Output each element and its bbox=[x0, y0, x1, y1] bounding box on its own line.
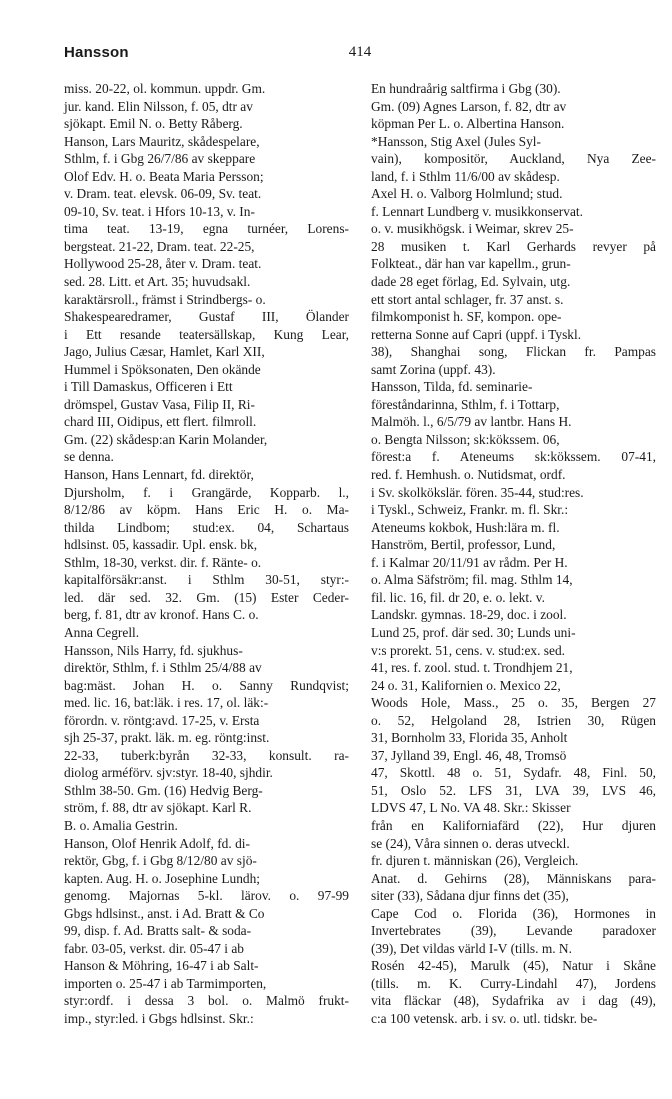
text-line: vita fläckar (48), Sydafrika av i dag (49), bbox=[371, 993, 656, 1009]
text-line: 28 musiken t. Karl Gerhards revyer på bbox=[371, 238, 656, 254]
text-line: retterna Sonne auf Capri (uppf. i Tyskl. bbox=[371, 326, 582, 342]
text-line: Hanson, Lars Mauritz, skådespelare, bbox=[64, 133, 260, 149]
text-line: 47, Skottl. 48 o. 51, Sydafr. 48, Finl. 50, bbox=[371, 765, 656, 781]
text-line: 8/12/86 av köpm. Hans Eric H. o. Ma- bbox=[64, 502, 349, 518]
text-line: Sthlm 38-50. Gm. (16) Hedvig Berg- bbox=[64, 782, 263, 798]
text-line: se denna. bbox=[64, 449, 114, 465]
text-line: imp., styr:led. i Gbgs hdlsinst. Skr.: bbox=[64, 1010, 254, 1026]
text-line: LDVS 47, L No. VA 48. Skr.: Skisser bbox=[371, 800, 571, 816]
text-line: led. där sed. 32. Gm. (15) Ester Ceder- bbox=[64, 589, 349, 605]
text-line: kapitalförsäkr:anst. i Sthlm 30-51, styr:- bbox=[64, 572, 349, 588]
text-line: Hanson & Möhring, 16-47 i ab Salt- bbox=[64, 958, 259, 974]
text-line: v:s prorekt. 51, cens. v. stud:ex. sed. bbox=[371, 642, 566, 658]
text-line: o. Alma Säfström; fil. mag. Sthlm 14, bbox=[371, 572, 573, 588]
text-line: (39), Det vildas värld I-V (tills. m. N. bbox=[371, 940, 572, 956]
text-line: Folkteat., där han var kapellm., grun- bbox=[371, 256, 571, 272]
text-line: B. o. Amalia Gestrin. bbox=[64, 817, 178, 833]
text-line: samt Zorina (uppf. 43). bbox=[371, 361, 496, 377]
text-line: jur. kand. Elin Nilsson, f. 05, dtr av bbox=[64, 98, 253, 114]
text-line: land, f. i Sthlm 11/6/00 av skådesp. bbox=[371, 168, 560, 184]
text-line: Gm. (09) Agnes Larson, f. 82, dtr av bbox=[371, 98, 567, 114]
text-line: filmkomponist h. SF, kompon. ope- bbox=[371, 309, 562, 325]
text-line: 41, res. f. zool. stud. t. Trondhjem 21, bbox=[371, 660, 573, 676]
text-line: hdlsinst. 05, kassadir. Upl. ensk. bk, bbox=[64, 537, 258, 553]
text-line: fil. lic. 16, fil. dr 20, e. o. lekt. v. bbox=[371, 589, 545, 605]
text-line: thilda Lindbom; stud:ex. 04, Schartaus bbox=[64, 519, 349, 535]
text-line: Hollywood 25-28, åter v. Dram. teat. bbox=[64, 256, 262, 272]
text-line: Hanson, Hans Lennart, fd. direktör, bbox=[64, 467, 254, 483]
text-line: styr:ordf. i dessa 3 bol. o. Malmö frukt- bbox=[64, 993, 349, 1009]
text-line: Sthlm, 18-30, verkst. dir. f. Ränte- o. bbox=[64, 554, 262, 570]
text-line: från en Kaliforniafärd (22), Hur djuren bbox=[371, 817, 656, 833]
text-line: drömspel, Gustav Vasa, Filip II, Ri- bbox=[64, 396, 255, 412]
text-line: 99, disp. f. Ad. Bratts salt- & soda- bbox=[64, 923, 252, 939]
text-line: tima teat. 13-19, egna turnéer, Lorens- bbox=[64, 221, 349, 237]
text-line: fr. djuren t. människan (26), Vergleich. bbox=[371, 853, 579, 869]
text-line: sjökapt. Emil N. o. Betty Råberg. bbox=[64, 116, 243, 132]
text-line: Hanström, Bertil, professor, Lund, bbox=[371, 537, 556, 553]
text-line: berg, f. 81, dtr av kronof. Hans C. o. bbox=[64, 607, 259, 623]
text-line: Woods Hole, Mass., 25 o. 35, Bergen 27 bbox=[371, 695, 656, 711]
text-line: Jago, Julius Cæsar, Hamlet, Karl XII, bbox=[64, 344, 265, 360]
text-line: Hummel i Spöksonaten, Den okände bbox=[64, 361, 261, 377]
text-line: Anat. d. Gehirns (28), Människans para- bbox=[371, 870, 656, 886]
text-line: med. lic. 16, bat:läk. i res. 17, ol. läk:- bbox=[64, 695, 269, 711]
text-line: fabr. 03-05, verkst. dir. 05-47 i ab bbox=[64, 940, 244, 956]
text-line: miss. 20-22, ol. kommun. uppdr. Gm. bbox=[64, 81, 266, 96]
text-line: vain), kompositör, Auckland, Nya Zee- bbox=[371, 151, 656, 167]
text-line: Ateneums kokbok, Hush:lära m. fl. bbox=[371, 519, 560, 535]
running-head: Hansson bbox=[64, 44, 129, 61]
text-line: 38), Shanghai song, Flickan fr. Pampas bbox=[371, 344, 656, 360]
text-line: bag:mäst. Johan H. o. Sanny Rundqvist; bbox=[64, 677, 349, 693]
text-line: diolog arméförv. sjv:styr. 18-40, sjhdir. bbox=[64, 765, 273, 781]
text-line: i Ett resande teatersällskap, Kung Lear, bbox=[64, 326, 349, 342]
text-line: förest:a f. Ateneums sk:kökssem. 07-41, bbox=[371, 449, 656, 465]
text-line: bergsteat. 21-22, Dram. teat. 22-25, bbox=[64, 238, 255, 254]
text-line: Hanson, Olof Henrik Adolf, fd. di- bbox=[64, 835, 250, 851]
text-line: köpman Per L. o. Albertina Hanson. bbox=[371, 116, 565, 132]
text-line: ström, f. 88, dtr av sjökapt. Karl R. bbox=[64, 800, 252, 816]
text-line: karaktärsroll., främst i Strindbergs- o. bbox=[64, 291, 266, 307]
text-line: 51, Oslo 52. LFS 31, LVA 39, LVS 46, bbox=[371, 782, 656, 798]
text-line: förordn. v. röntg:avd. 17-25, v. Ersta bbox=[64, 712, 260, 728]
text-line: c:a 100 vetensk. arb. i sv. o. utl. tidskr. be- bbox=[371, 1010, 598, 1026]
page-header bbox=[64, 44, 656, 68]
text-line: Hansson, Tilda, fd. seminarie- bbox=[371, 379, 533, 395]
text-line: f. Lennart Lundberg v. musikkonservat. bbox=[371, 203, 583, 219]
right-column bbox=[371, 80, 656, 1028]
text-line: Rosén 42-45), Marulk (45), Natur i Skåne bbox=[371, 958, 656, 974]
text-line: direktör, Sthlm, f. i Sthlm 25/4/88 av bbox=[64, 660, 262, 676]
text-line: Gbgs hdlsinst., anst. i Ad. Bratt & Co bbox=[64, 905, 265, 921]
text-line: (tills. m. K. Curry-Lindahl 47), Jordens bbox=[371, 975, 656, 991]
text-line: siter (33), Sådana djur finns det (35), bbox=[371, 888, 569, 904]
text-line: importen o. 25-47 i ab Tarmimporten, bbox=[64, 975, 267, 991]
text-line: f. i Kalmar 20/11/91 av rådm. Per H. bbox=[371, 554, 568, 570]
text-line: sed. 28. Litt. et Art. 35; huvudsakl. bbox=[64, 274, 251, 290]
text-line: Axel H. o. Valborg Holmlund; stud. bbox=[371, 186, 563, 202]
text-line: 37, Jylland 39, Engl. 46, 48, Tromsö bbox=[371, 747, 567, 763]
text-line: Hansson, Nils Harry, fd. sjukhus- bbox=[64, 642, 243, 658]
text-line: föreståndarinna, Sthlm, f. i Tottarp, bbox=[371, 396, 560, 412]
text-line: se (24), Våra sinnen o. deras utveckl. bbox=[371, 835, 570, 851]
text-line: Landskr. gymnas. 18-29, doc. i zool. bbox=[371, 607, 567, 623]
text-line: chard III, Oidipus, ett flert. filmroll. bbox=[64, 414, 257, 430]
text-line: v. Dram. teat. elevsk. 06-09, Sv. teat. bbox=[64, 186, 262, 202]
text-line: *Hansson, Stig Axel (Jules Syl- bbox=[371, 133, 541, 149]
page-number: 414 bbox=[348, 44, 372, 60]
text-line: o. v. musikhögsk. i Weimar, skrev 25- bbox=[371, 221, 574, 237]
text-line: 24 o. 31, Kalifornien o. Mexico 22, bbox=[371, 677, 561, 693]
text-line: dade 28 eget förlag, Ed. Sylvain, utg. bbox=[371, 274, 571, 290]
left-column bbox=[64, 80, 349, 1028]
text-line: o. 52, Helgoland 28, Istrien 30, Rügen bbox=[371, 712, 656, 728]
text-line: En hundraårig saltfirma i Gbg (30). bbox=[371, 81, 561, 96]
text-line: 31, Bornholm 33, Florida 35, Anholt bbox=[371, 730, 568, 746]
text-line: o. Bengta Nilsson; sk:kökssem. 06, bbox=[371, 431, 560, 447]
text-line: Olof Edv. H. o. Beata Maria Persson; bbox=[64, 168, 264, 184]
text-line: Shakespearedramer, Gustaf III, Ölander bbox=[64, 309, 349, 325]
text-line: Gm. (22) skådesp:an Karin Molander, bbox=[64, 431, 268, 447]
text-line: 22-33, tuberk:byrån 32-33, konsult. ra- bbox=[64, 747, 349, 763]
text-line: Lund 25, prof. där sed. 30; Lunds uni- bbox=[371, 624, 576, 640]
text-line: ett stort antal schlager, fr. 37 anst. s. bbox=[371, 291, 564, 307]
text-line: Malmöh. l., 6/5/79 av lantbr. Hans H. bbox=[371, 414, 572, 430]
text-line: Invertebrates (39), Levande paradoxer bbox=[371, 923, 656, 939]
text-line: Cape Cod o. Florida (36), Hormones in bbox=[371, 905, 656, 921]
text-line: sjh 25-37, prakt. läk. m. eg. röntg:inst. bbox=[64, 730, 270, 746]
text-line: rektör, Gbg, f. i Gbg 8/12/80 av sjö- bbox=[64, 853, 257, 869]
text-line: i Tyskl., Schweiz, Frankr. m. fl. Skr.: bbox=[371, 502, 569, 518]
text-line: i Till Damaskus, Officeren i Ett bbox=[64, 379, 233, 395]
text-line: Djursholm, f. i Grangärde, Kopparb. l., bbox=[64, 484, 349, 500]
text-line: Sthlm, f. i Gbg 26/7/86 av skeppare bbox=[64, 151, 256, 167]
text-line: genomg. Majornas 5-kl. lärov. o. 97-99 bbox=[64, 888, 349, 904]
text-line: i Sv. skolkökslär. fören. 35-44, stud:res. bbox=[371, 484, 584, 500]
text-line: 09-10, Sv. teat. i Hfors 10-13, v. In- bbox=[64, 203, 255, 219]
text-line: Anna Cegrell. bbox=[64, 624, 140, 640]
text-line: red. f. Hemhush. o. Nutidsmat, ordf. bbox=[371, 467, 566, 483]
text-line: kapten. Aug. H. o. Josephine Lundh; bbox=[64, 870, 261, 886]
